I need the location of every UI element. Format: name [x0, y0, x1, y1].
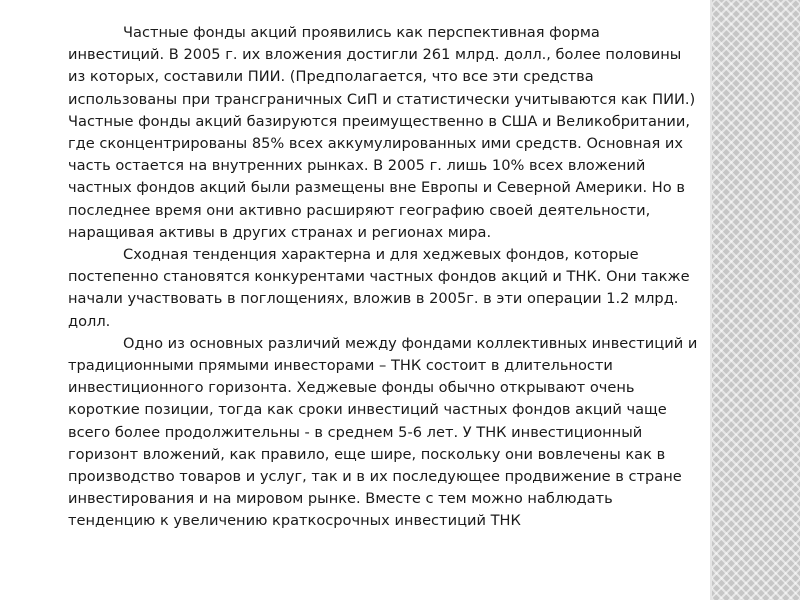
paragraph-investment-horizon: Одно из основных различий между фондами коллективных инвестиций и традиционными прямыми инвесторами – ТНК состоит в длительности инвестиционного горизонта. Хеджевые фонды обычно открывают очень короткие позиции, тогда как сроки инвестиций частных фондов акций чаще всего более продолжительны - в среднем 5-6 лет. У ТНК инвестиционный горизонт вложений, как правило, еще шире, поскольку они вовлечены как в производство товаров и услуг, так и в их последующее продвижение в стране инвестирования и на мировом рынке. Вместе с тем можно наблюдать тенденцию к увеличению краткосрочных инвестиций ТНК: [68, 334, 698, 530]
paragraph-hedge-funds: Сходная тенденция характерна и для хеджевых фондов, которые постепенно становятся конкурентами частных фондов акций и ТНК. Они также начали участвовать в поглощениях, вложив в 2005г. в эти операции 1.2 млрд. долл.: [68, 246, 690, 330]
decorative-side-band: [712, 0, 800, 600]
paragraph-private-equity-funds: Частные фонды акций проявились как перспективная форма инвестиций. В 2005 г. их вложения достигли 261 млрд. долл., более половины из которых, составили ПИИ. (Предполагается, что все эти средства использованы при трансграничных СиП и статистически учитываются как ПИИ.) Частные фонды акций базируются преимущественно в США и Великобритании, где сконцентрированы 85% всех аккумулированных ими средств. Основная их часть остается на внутренних рынках. В 2005 г. лишь 10% всех вложений частных фондов акций были размещены вне Европы и Северной Америки. Но в последнее время они активно расширяют географию своей деятельности, наращивая активы в других странах и регионах мира.: [68, 24, 696, 241]
slide-body-text: [68, 22, 698, 533]
